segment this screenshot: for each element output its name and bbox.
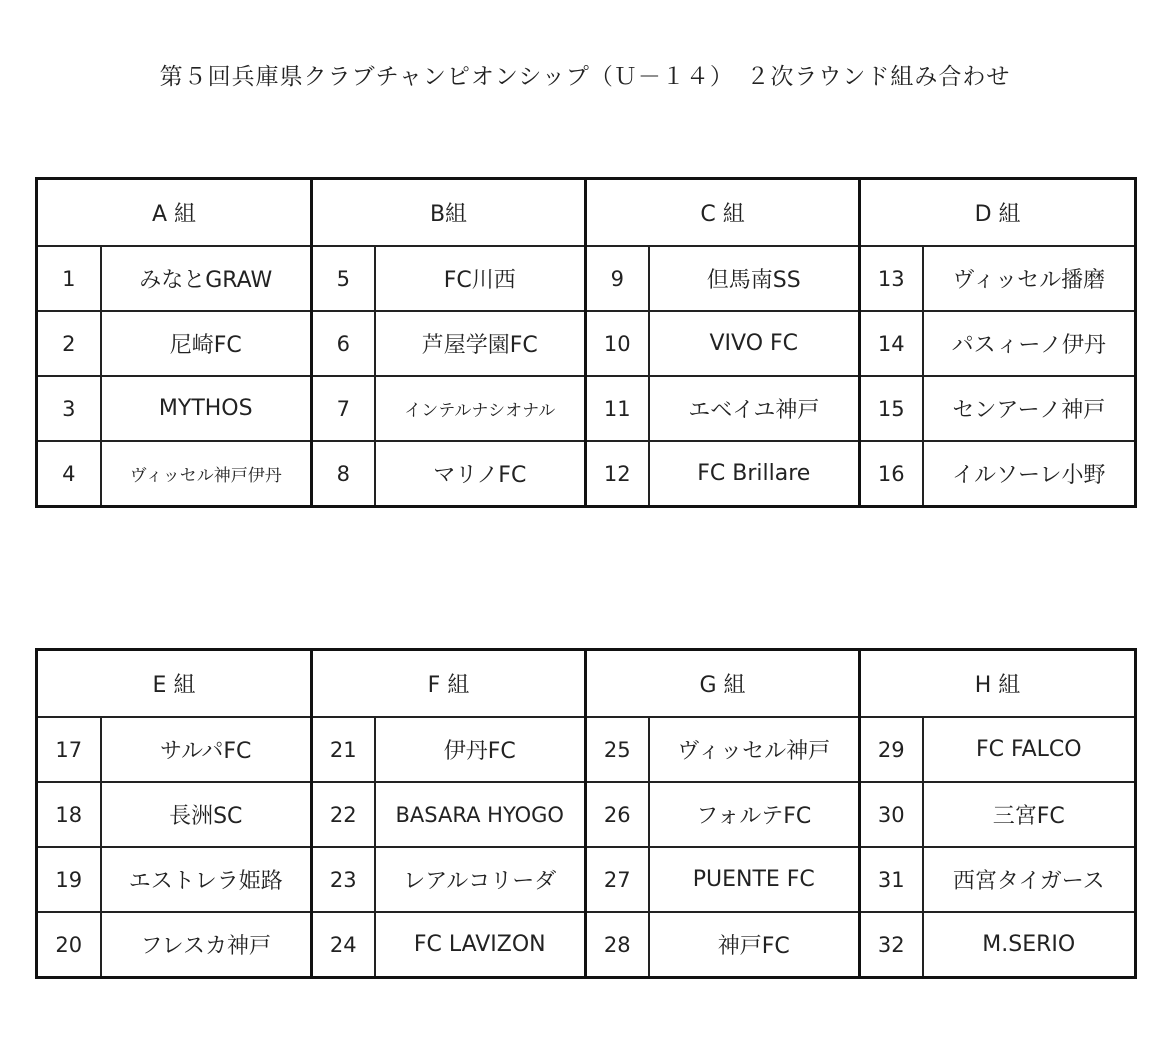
team-number: 8	[312, 441, 375, 507]
group-a-header: A 組	[37, 179, 312, 247]
team-number: 12	[586, 441, 649, 507]
team-name: VIVO FC	[649, 311, 860, 376]
team-number: 24	[312, 912, 375, 978]
team-number: 7	[312, 376, 375, 441]
team-name: FC LAVIZON	[375, 912, 586, 978]
team-name: レアルコリーダ	[375, 847, 586, 912]
team-name: ヴィッセル播磨	[923, 246, 1136, 311]
group-e-header: E 組	[37, 650, 312, 718]
team-number: 9	[586, 246, 649, 311]
team-name: ヴィッセル神戸伊丹	[101, 441, 312, 507]
team-number: 26	[586, 782, 649, 847]
group-h-header: H 組	[860, 650, 1136, 718]
team-name: 三宮FC	[923, 782, 1136, 847]
team-name: フォルテFC	[649, 782, 860, 847]
team-name: センアーノ神戸	[923, 376, 1136, 441]
team-name: 尼崎FC	[101, 311, 312, 376]
team-number: 22	[312, 782, 375, 847]
group-table-2	[35, 648, 1137, 979]
table-row	[37, 246, 1136, 311]
team-name: サルパFC	[101, 717, 312, 782]
team-number: 11	[586, 376, 649, 441]
group-f-header: F 組	[312, 650, 586, 718]
team-name: BASARA HYOGO	[375, 782, 586, 847]
team-number: 21	[312, 717, 375, 782]
team-name: 伊丹FC	[375, 717, 586, 782]
team-name: FC川西	[375, 246, 586, 311]
team-number: 30	[860, 782, 923, 847]
team-number: 28	[586, 912, 649, 978]
team-name: 但馬南SS	[649, 246, 860, 311]
team-name: PUENTE FC	[649, 847, 860, 912]
team-number: 20	[37, 912, 101, 978]
team-name: ヴィッセル神戸	[649, 717, 860, 782]
team-number: 16	[860, 441, 923, 507]
page-title: 第５回兵庫県クラブチャンピオンシップ（Ｕ－１４） ２次ラウンド組み合わせ	[159, 64, 1011, 90]
team-number: 32	[860, 912, 923, 978]
team-number: 5	[312, 246, 375, 311]
group-b-header: B組	[312, 179, 586, 247]
team-name: フレスカ神戸	[101, 912, 312, 978]
table-row	[37, 376, 1136, 441]
team-number: 29	[860, 717, 923, 782]
team-number: 15	[860, 376, 923, 441]
team-number: 23	[312, 847, 375, 912]
team-number: 13	[860, 246, 923, 311]
table-row	[37, 912, 1136, 978]
team-number: 3	[37, 376, 101, 441]
team-number: 10	[586, 311, 649, 376]
team-name: インテルナシオナル	[375, 376, 586, 441]
team-number: 1	[37, 246, 101, 311]
team-name: エベイユ神戸	[649, 376, 860, 441]
team-name: 西宮タイガース	[923, 847, 1136, 912]
team-number: 31	[860, 847, 923, 912]
table-row	[37, 782, 1136, 847]
team-number: 18	[37, 782, 101, 847]
team-number: 4	[37, 441, 101, 507]
team-name: パスィーノ伊丹	[923, 311, 1136, 376]
team-number: 19	[37, 847, 101, 912]
team-name: MYTHOS	[101, 376, 312, 441]
team-name: 神戸FC	[649, 912, 860, 978]
group-table-1	[35, 177, 1137, 508]
table-row	[37, 717, 1136, 782]
group-header-row	[37, 650, 1136, 718]
team-name: マリノFC	[375, 441, 586, 507]
team-name: FC Brillare	[649, 441, 860, 507]
team-name: FC FALCO	[923, 717, 1136, 782]
team-name: イルソーレ小野	[923, 441, 1136, 507]
team-name: みなとGRAW	[101, 246, 312, 311]
team-number: 2	[37, 311, 101, 376]
team-number: 14	[860, 311, 923, 376]
group-g-header: G 組	[586, 650, 860, 718]
group-c-header: C 組	[586, 179, 860, 247]
team-name: エストレラ姫路	[101, 847, 312, 912]
team-number: 25	[586, 717, 649, 782]
team-number: 27	[586, 847, 649, 912]
team-name: 長洲SC	[101, 782, 312, 847]
table-row	[37, 311, 1136, 376]
group-header-row	[37, 179, 1136, 247]
team-number: 6	[312, 311, 375, 376]
team-number: 17	[37, 717, 101, 782]
team-name: 芦屋学園FC	[375, 311, 586, 376]
table-row	[37, 441, 1136, 507]
group-d-header: D 組	[860, 179, 1136, 247]
team-name: M.SERIO	[923, 912, 1136, 978]
table-row	[37, 847, 1136, 912]
